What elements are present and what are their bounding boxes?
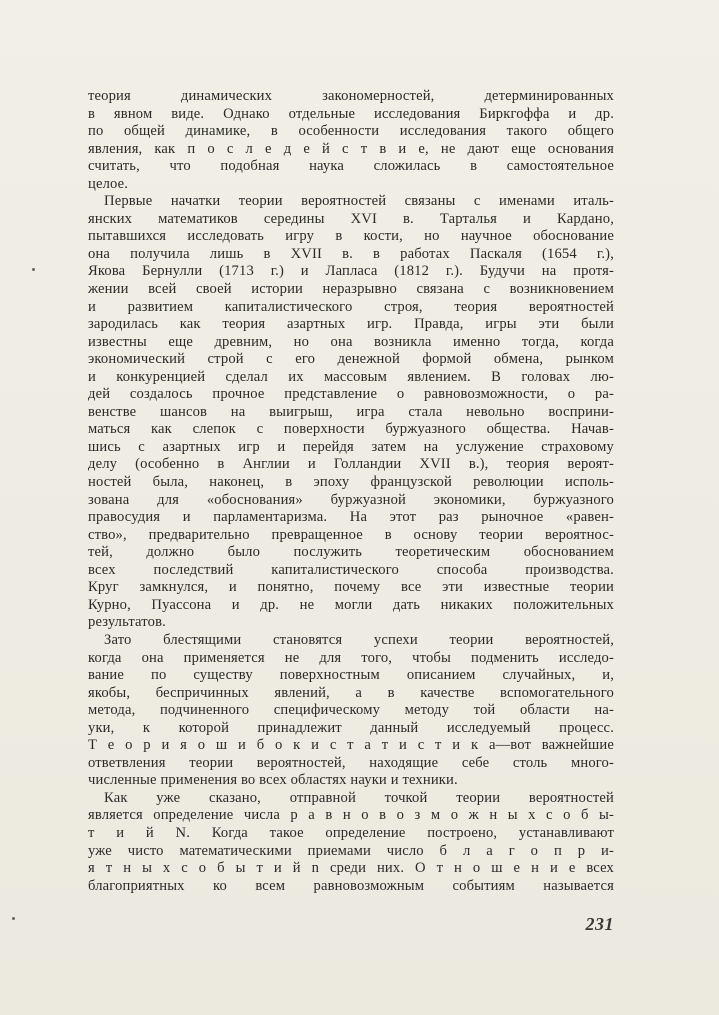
text-line: т и й N. Когда такое определение построено, устанавливают [88,824,614,841]
text-line: правосудия и парламентаризма. На этот раз рыночное «равен- [88,509,614,526]
text-line: известны еще древним, но она возникла именно тогда, когда [88,333,614,350]
text-line: Первые начатки теории вероятностей связаны с именами италь- [104,193,614,210]
text-line: Якова Бернулли (1713 г.) и Лапласа (1812 г.). Будучи на протя- [88,263,614,280]
text-line: венстве шансов на выигрыш, игра стала невольно восприни- [88,403,614,420]
text-line: метода, подчиненного специфическому методу той области на- [88,702,614,719]
text-line: Круг замкнулся, и понятно, почему все эти известные теории [88,579,614,596]
text-line: считать, что подобная наука сложилась в самостоятельное [88,158,614,175]
text-line: когда она применяется не для того, чтобы подменить исследо- [88,649,614,666]
text-line: Зато блестящими становятся успехи теории вероятностей, [104,631,614,648]
text-line: уже чисто математическими приемами число б л а г о п р и- [88,842,614,859]
text-line: пытавшихся исследовать игру в кости, но научное обоснование [88,228,614,245]
text-line: уки, к которой принадлежит данный исследуемый процесс. [88,719,614,736]
text-line: маться как слепок с поверхности буржуазного общества. Начав- [88,421,614,438]
text-line: явления, как п о с л е д е й с т в и е, не дают еще основания [88,140,614,157]
text-line: ство», предварительно превращенное в основу теории вероятнос- [88,526,614,543]
text-line: ответвления теории вероятностей, находящие себе столь много- [88,754,614,771]
text-line: результатов. [88,614,166,631]
text-line: она получила лишь в XVII в. в работах Паскаля (1654 г.), [88,245,614,262]
text-line: теория динамических закономерностей, детерминированных [88,88,614,104]
text-line: целое. [88,175,129,192]
text-line: Т е о р и я о ш и б о к и с т а т и с т и к а—вот важнейшие [88,737,614,754]
text-line: по общей динамике, в особенности исследования такого общего [88,123,614,140]
speck-mark [12,917,15,920]
text-line: вание по существу поверхностным описанием случайных, и, [88,667,614,684]
page-number: 231 [585,914,614,934]
text-line: делу (особенно в Англии и Голландии XVII в.), теория вероят- [88,456,614,473]
text-line: якобы, беспричинных явлений, а в качестве вспомогательного [88,684,614,701]
text-line: является определение числа р а в н о в о з м о ж н ы х с о б ы- [88,807,614,824]
text-line: я т н ы х с о б ы т и й n среди них. О т н о ш е н и е всех [88,860,614,877]
text-line: численные применения во всех областях науки и техники. [88,772,458,789]
text-line: зована для «обоснования» буржуазной экономики, буржуазного [88,491,614,508]
body-text [88,88,614,895]
text-line: янских математиков середины XVI в. Тарталья и Кардано, [88,210,614,227]
text-line: всех последствий капиталистического способа производства. [88,561,614,578]
text-line: Курно, Пуассона и др. не могли дать никаких положительных [88,596,614,613]
text-line: благоприятных ко всем равновозможным событиям называется [88,877,614,894]
text-line: тей, должно было послужить теоретическим обоснованием [88,544,614,561]
text-line: шись с азартных игр и перейдя затем на услужение страховому [88,438,614,455]
text-line: дей создалось прочное представление о равновозможности, о ра- [88,386,614,403]
text-line: ностей была, наконец, в эпоху французской революции исполь- [88,474,614,491]
text-line: Как уже сказано, отправной точкой теории вероятностей [104,789,614,806]
text-line: зародилась как теория азартных игр. Правда, игры эти были [88,316,614,333]
speck-mark [32,268,35,271]
text-line: жении всей своей истории неразрывно связана с возникновением [88,281,614,298]
text-line: экономический строй с его денежной формой обмена, рынком [88,351,614,368]
text-line: и развитием капиталистического строя, теория вероятностей [88,298,614,315]
text-line: в явном виде. Однако отдельные исследования Биркгоффа и др. [88,105,614,122]
text-line: и конкуренцией сделал их массовым явлением. В головах лю- [88,368,614,385]
